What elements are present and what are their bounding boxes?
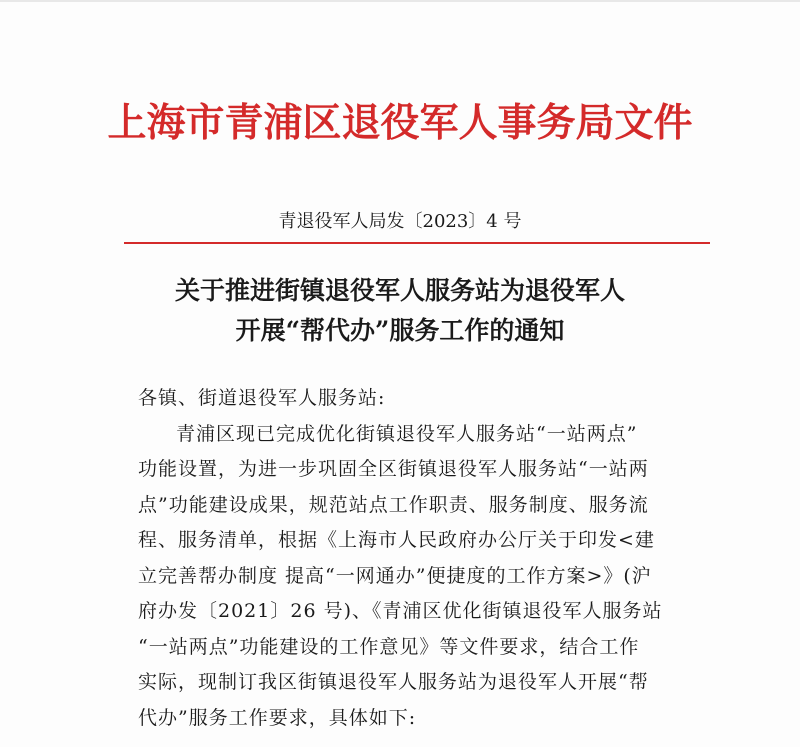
notice-body bbox=[138, 381, 698, 736]
notice-title bbox=[0, 271, 800, 351]
body-line: “一站两点”功能建设的工作意见》等文件要求，结合工作 bbox=[138, 635, 640, 658]
notice-title-line-1: 关于推进街镇退役军人服务站为退役军人 bbox=[174, 276, 625, 305]
body-line: 代办”服务工作要求，具体如下: bbox=[138, 706, 417, 729]
body-line: 功能设置，为进一步巩固全区街镇退役军人服务站“一站两 bbox=[138, 458, 649, 480]
document-header-title: 上海市青浦区退役军人事务局文件 bbox=[107, 100, 693, 146]
body-line: 点”功能建设成果，规范站点工作职责、服务制度、服务流 bbox=[138, 493, 649, 516]
header-divider-line bbox=[124, 242, 710, 244]
addressee-line: 各镇、街道退役军人服务站: bbox=[138, 387, 386, 409]
body-line: 立完善帮办制度 提高“一网通办”便捷度的工作方案>》(沪 bbox=[138, 564, 652, 587]
page-top-edge bbox=[0, 0, 800, 2]
document-number: 青退役军人局发〔2023〕4 号 bbox=[278, 211, 522, 232]
notice-title-line-2: 开展“帮代办”服务工作的通知 bbox=[235, 316, 565, 345]
body-line: 青浦区现已完成优化街镇退役军人服务站“一站两点” bbox=[176, 422, 638, 445]
body-line: 府办发〔2021〕26 号)、《青浦区优化街镇退役军人服务站 bbox=[138, 600, 663, 622]
body-line: 实际，现制订我区街镇退役军人服务站为退役军人开展“帮 bbox=[138, 671, 649, 693]
body-line: 程、服务清单，根据《上海市人民政府办公厅关于印发<建 bbox=[138, 529, 655, 551]
